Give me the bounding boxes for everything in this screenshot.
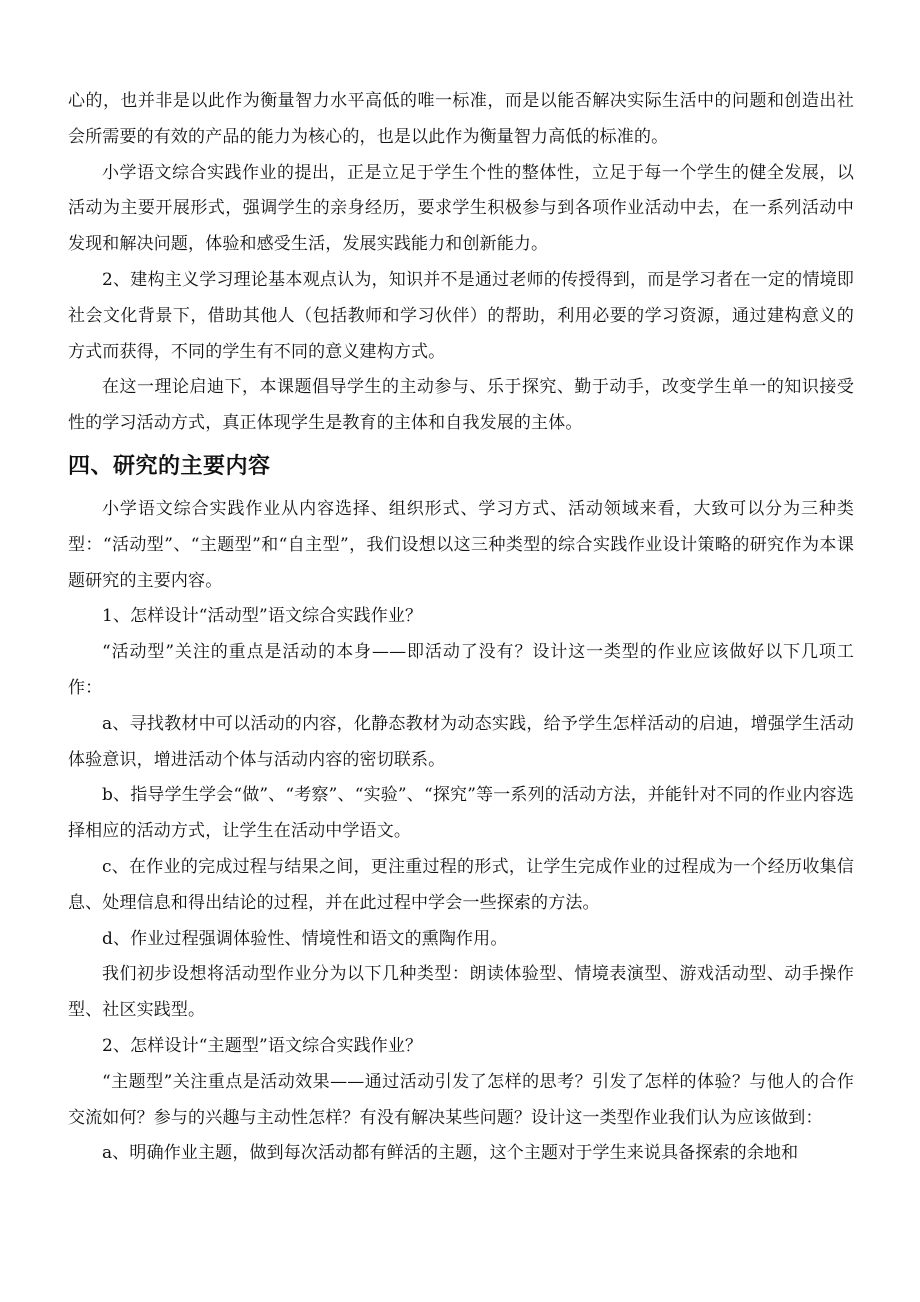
- list-item-d: d、作业过程强调体验性、情境性和语文的熏陶作用。: [102, 928, 508, 949]
- list-item-a: a、寻找教材中可以活动的内容，化静态教材为动态实践，给予学生怎样活动的启迪，增强学生活动体验意识，增进活动个体与活动内容的密切联系。: [68, 713, 854, 770]
- paragraph-continuation: 心的，也并非是以此作为衡量智力水平高低的唯一标准，而是以能否解决实际生活中的问题和创造出社会所需要的有效的产品的能力为核心的，也是以此作为衡量智力高低的标准的。: [68, 91, 854, 147]
- paragraph-activity-subtypes: 我们初步设想将活动型作业分为以下几种类型：朗读体验型、情境表演型、游戏活动型、动手操作型、社区实践型。: [68, 964, 854, 1021]
- document-page: [68, 84, 854, 1172]
- paragraph-three-types: 小学语文综合实践作业从内容选择、组织形式、学习方式、活动领域来看，大致可以分为三种类型：“活动型”、“主题型”和“自主型”，我们设想以这三种类型的综合实践作业设计策略的研究作为本课题研究的主要内容。: [68, 498, 854, 591]
- list-item-a-theme: a、明确作业主题，做到每次活动都有鲜活的主题，这个主题对于学生来说具备探索的余地和: [102, 1143, 799, 1164]
- paragraph-practice-homework: 小学语文综合实践作业的提出，正是立足于学生个性的整体性，立足于每一个学生的健全发展，以活动为主要开展形式，强调学生的亲身经历，要求学生积极参与到各项作业活动中去，在一系列活动中发现和解决问题，体验和感受生活，发展实践能力和创新能力。: [68, 162, 854, 255]
- item-heading-theme-type: 2、怎样设计“主题型”语文综合实践作业？: [102, 1035, 423, 1056]
- paragraph-theme-focus: “主题型”关注重点是活动效果——通过活动引发了怎样的思考？引发了怎样的体验？与他人的合作交流如何？参与的兴趣与主动性怎样？有没有解决某些问题？设计这一类型作业我们认为应该做到：: [68, 1071, 854, 1128]
- list-item-b: b、指导学生学会“做”、“考察”、“实验”、“探究”等一系列的活动方法，并能针对不同的作业内容选择相应的活动方式，让学生在活动中学语文。: [68, 785, 854, 842]
- list-item-c: c、在作业的完成过程与结果之间，更注重过程的形式，让学生完成作业的过程成为一个经历收集信息、处理信息和得出结论的过程，并在此过程中学会一些探索的方法。: [68, 856, 854, 913]
- paragraph-constructivism: 2、建构主义学习理论基本观点认为，知识并不是通过老师的传授得到，而是学习者在一定的情境即社会文化背景下，借助其他人（包括教师和学习伙伴）的帮助，利用必要的学习资源，通过建构意义的方式而获得，不同的学生有不同的意义建构方式。: [68, 269, 854, 362]
- item-heading-activity-type: 1、怎样设计“活动型”语文综合实践作业？: [102, 606, 423, 627]
- paragraph-theory-inspiration: 在这一理论启迪下，本课题倡导学生的主动参与、乐于探究、勤于动手，改变学生单一的知识接受性的学习活动方式，真正体现学生是教育的主体和自我发展的主体。: [68, 377, 854, 434]
- paragraph-activity-focus: “活动型”关注的重点是活动的本身——即活动了没有？设计这一类型的作业应该做好以下几项工作：: [68, 642, 854, 698]
- section-heading: 四、研究的主要内容: [68, 453, 271, 479]
